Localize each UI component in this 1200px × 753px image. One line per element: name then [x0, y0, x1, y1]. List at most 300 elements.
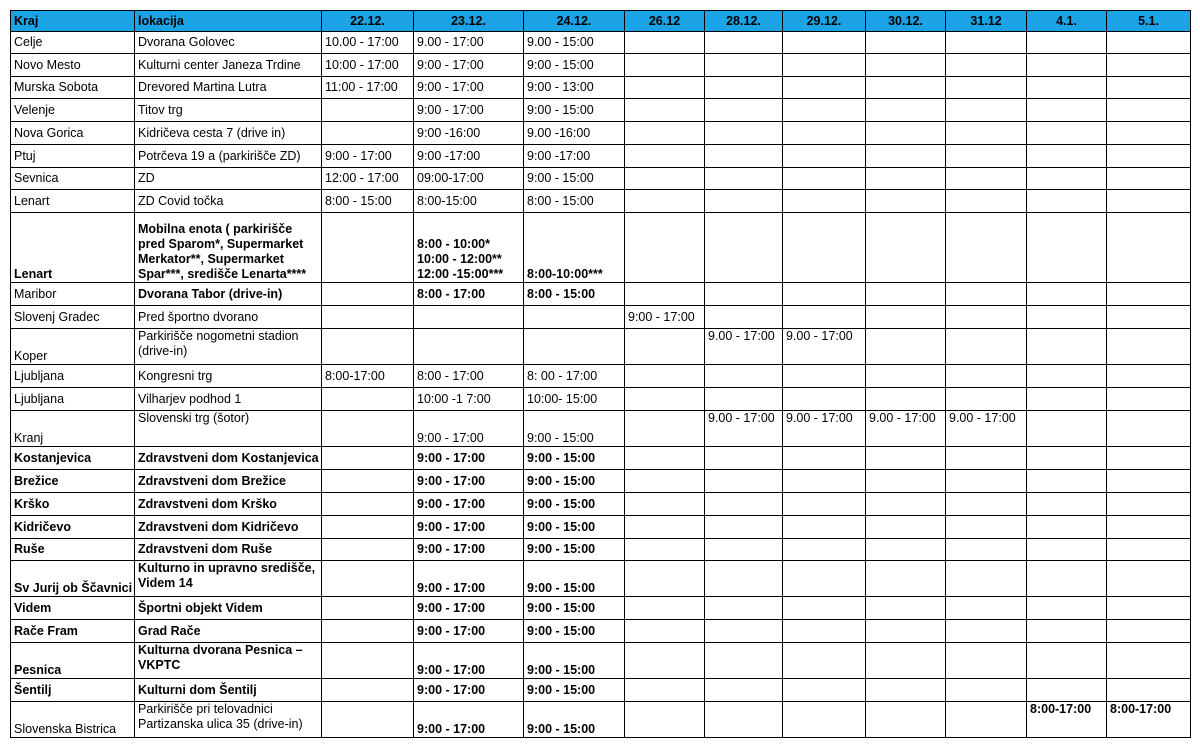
- cell-time: 8:00 - 10:00* 10:00 - 12:00** 12:00 -15:00***: [414, 213, 524, 283]
- cell-lokacija: Mobilna enota ( parkirišče pred Sparom*, Supermarket Merkator**, Supermarket Spar***, središče Lenarta****: [135, 213, 322, 283]
- cell-time: [322, 122, 414, 145]
- cell-time: 9:00 - 17:00: [414, 99, 524, 122]
- cell-time: [783, 388, 866, 411]
- cell-lokacija: ZD Covid točka: [135, 190, 322, 213]
- cell-time: [1107, 470, 1191, 493]
- cell-time: [322, 99, 414, 122]
- cell-time: [414, 329, 524, 365]
- table-row: [11, 493, 1191, 516]
- cell-time: [1107, 365, 1191, 388]
- cell-time: [1107, 213, 1191, 283]
- table-row: [11, 470, 1191, 493]
- cell-lokacija: Zdravstveni dom Ruše: [135, 539, 322, 561]
- cell-lokacija: Parkirišče pri telovadnici Partizanska ulica 35 (drive-in): [135, 702, 322, 738]
- cell-time: [1027, 190, 1107, 213]
- cell-time: [783, 283, 866, 306]
- column-header: 29.12.: [783, 11, 866, 32]
- table-row: [11, 329, 1191, 365]
- cell-time: [783, 145, 866, 168]
- cell-time: [322, 388, 414, 411]
- cell-kraj: Velenje: [11, 99, 135, 122]
- table-row: [11, 411, 1191, 447]
- testing-schedule-table: [10, 10, 1191, 738]
- cell-time: 8:00 - 15:00: [322, 190, 414, 213]
- cell-time: [946, 447, 1027, 470]
- cell-time: 9:00 -16:00: [414, 122, 524, 145]
- cell-time: [946, 679, 1027, 702]
- cell-kraj: Kranj: [11, 411, 135, 447]
- cell-time: 8:00 - 17:00: [414, 365, 524, 388]
- cell-time: [783, 561, 866, 597]
- table-row: [11, 388, 1191, 411]
- column-header: Kraj: [11, 11, 135, 32]
- table-row: [11, 306, 1191, 329]
- cell-time: 9:00 - 17:00: [414, 620, 524, 643]
- cell-time: [783, 702, 866, 738]
- cell-time: [322, 493, 414, 516]
- cell-time: [705, 283, 783, 306]
- cell-time: [705, 447, 783, 470]
- cell-time: [866, 620, 946, 643]
- cell-time: [322, 470, 414, 493]
- table-row: [11, 679, 1191, 702]
- cell-time: [1027, 99, 1107, 122]
- cell-time: 9:00 - 17:00: [322, 145, 414, 168]
- cell-time: [866, 702, 946, 738]
- cell-time: 9:00 - 15:00: [524, 411, 625, 447]
- cell-time: [625, 329, 705, 365]
- cell-time: [705, 365, 783, 388]
- cell-time: [705, 539, 783, 561]
- cell-time: 8:00-17:00: [1027, 702, 1107, 738]
- cell-time: [1107, 77, 1191, 99]
- cell-time: [866, 643, 946, 679]
- cell-kraj: Krško: [11, 493, 135, 516]
- cell-time: 10:00 - 17:00: [322, 54, 414, 77]
- cell-time: [946, 283, 1027, 306]
- cell-kraj: Ruše: [11, 539, 135, 561]
- cell-time: [946, 99, 1027, 122]
- cell-kraj: Slovenj Gradec: [11, 306, 135, 329]
- cell-time: [705, 306, 783, 329]
- cell-time: [625, 99, 705, 122]
- cell-time: 9:00 - 13:00: [524, 77, 625, 99]
- cell-time: [866, 516, 946, 539]
- column-header: 24.12.: [524, 11, 625, 32]
- cell-time: [322, 329, 414, 365]
- cell-kraj: Sevnica: [11, 168, 135, 190]
- cell-time: 9:00 - 17:00: [414, 702, 524, 738]
- cell-time: [946, 388, 1027, 411]
- cell-time: 9:00 - 15:00: [524, 539, 625, 561]
- cell-time: [866, 329, 946, 365]
- cell-time: 10:00- 15:00: [524, 388, 625, 411]
- table-body: [11, 32, 1191, 738]
- cell-time: [705, 561, 783, 597]
- cell-time: 9:00 - 15:00: [524, 168, 625, 190]
- cell-time: [946, 168, 1027, 190]
- cell-time: 9:00 - 17:00: [414, 597, 524, 620]
- cell-time: [946, 597, 1027, 620]
- cell-time: [946, 122, 1027, 145]
- cell-time: [1107, 145, 1191, 168]
- cell-time: [946, 470, 1027, 493]
- cell-time: [524, 329, 625, 365]
- cell-time: [625, 388, 705, 411]
- cell-kraj: Šentilj: [11, 679, 135, 702]
- cell-time: [705, 643, 783, 679]
- cell-time: [783, 493, 866, 516]
- cell-time: [625, 168, 705, 190]
- cell-time: [946, 213, 1027, 283]
- cell-lokacija: Zdravstveni dom Krško: [135, 493, 322, 516]
- table-row: [11, 539, 1191, 561]
- cell-time: [946, 306, 1027, 329]
- cell-time: [1107, 32, 1191, 54]
- cell-lokacija: Kulturna dvorana Pesnica – VKPTC: [135, 643, 322, 679]
- cell-time: [946, 32, 1027, 54]
- cell-time: [1027, 561, 1107, 597]
- cell-time: [1107, 168, 1191, 190]
- cell-time: [1107, 679, 1191, 702]
- cell-time: 8:00-17:00: [1107, 702, 1191, 738]
- cell-time: [866, 99, 946, 122]
- cell-time: [322, 597, 414, 620]
- cell-time: [866, 679, 946, 702]
- cell-time: [625, 493, 705, 516]
- cell-time: [705, 516, 783, 539]
- cell-time: 9:00 - 15:00: [524, 643, 625, 679]
- cell-time: [1027, 447, 1107, 470]
- cell-time: [1107, 190, 1191, 213]
- cell-time: [866, 190, 946, 213]
- table-row: [11, 365, 1191, 388]
- cell-time: [783, 516, 866, 539]
- cell-lokacija: Drevored Martina Lutra: [135, 77, 322, 99]
- cell-time: 9:00 - 15:00: [524, 516, 625, 539]
- cell-time: [625, 411, 705, 447]
- cell-time: 8:00-10:00***: [524, 213, 625, 283]
- cell-time: [1027, 32, 1107, 54]
- cell-time: 9.00 - 17:00: [705, 329, 783, 365]
- cell-kraj: Ptuj: [11, 145, 135, 168]
- cell-lokacija: Kulturni dom Šentilj: [135, 679, 322, 702]
- cell-kraj: Kidričevo: [11, 516, 135, 539]
- cell-kraj: Celje: [11, 32, 135, 54]
- cell-time: [705, 77, 783, 99]
- cell-time: [866, 365, 946, 388]
- cell-time: 9:00 - 17:00: [414, 643, 524, 679]
- cell-time: 10:00 -1 7:00: [414, 388, 524, 411]
- cell-time: [946, 702, 1027, 738]
- cell-kraj: Sv Jurij ob Ščavnici: [11, 561, 135, 597]
- cell-time: [1107, 620, 1191, 643]
- cell-time: [705, 620, 783, 643]
- cell-time: [1027, 597, 1107, 620]
- cell-time: [1027, 516, 1107, 539]
- cell-lokacija: Dvorana Golovec: [135, 32, 322, 54]
- cell-time: [866, 306, 946, 329]
- table-row: [11, 54, 1191, 77]
- cell-time: 8: 00 - 17:00: [524, 365, 625, 388]
- cell-time: 9:00 - 17:00: [414, 539, 524, 561]
- cell-time: [1027, 493, 1107, 516]
- column-header: 22.12.: [322, 11, 414, 32]
- cell-time: [625, 54, 705, 77]
- cell-time: 8:00-17:00: [322, 365, 414, 388]
- table-row: [11, 145, 1191, 168]
- cell-time: [783, 447, 866, 470]
- cell-time: [1107, 306, 1191, 329]
- cell-time: [1107, 54, 1191, 77]
- cell-kraj: Murska Sobota: [11, 77, 135, 99]
- cell-time: [625, 597, 705, 620]
- cell-time: [866, 77, 946, 99]
- cell-lokacija: Športni objekt Videm: [135, 597, 322, 620]
- cell-time: [1027, 168, 1107, 190]
- cell-time: 9.00 -16:00: [524, 122, 625, 145]
- cell-time: 9:00 - 15:00: [524, 702, 625, 738]
- cell-kraj: Ljubljana: [11, 388, 135, 411]
- cell-time: [322, 679, 414, 702]
- cell-time: [705, 145, 783, 168]
- cell-time: [783, 539, 866, 561]
- table-row: [11, 447, 1191, 470]
- cell-time: [1107, 447, 1191, 470]
- cell-lokacija: Kongresni trg: [135, 365, 322, 388]
- table-row: [11, 213, 1191, 283]
- table-row: [11, 168, 1191, 190]
- cell-time: [1027, 213, 1107, 283]
- cell-time: [625, 365, 705, 388]
- table-row: [11, 32, 1191, 54]
- cell-time: [1027, 470, 1107, 493]
- cell-time: 10.00 - 17:00: [322, 32, 414, 54]
- cell-time: [1107, 99, 1191, 122]
- cell-time: 9:00 - 17:00: [414, 470, 524, 493]
- cell-time: [946, 493, 1027, 516]
- cell-time: [866, 122, 946, 145]
- cell-time: [1107, 122, 1191, 145]
- cell-time: 09:00-17:00: [414, 168, 524, 190]
- cell-time: 9:00 - 15:00: [524, 597, 625, 620]
- cell-time: 9:00 - 15:00: [524, 447, 625, 470]
- table-row: [11, 643, 1191, 679]
- cell-lokacija: Grad Rače: [135, 620, 322, 643]
- cell-time: [1027, 365, 1107, 388]
- cell-time: 9:00 - 17:00: [414, 447, 524, 470]
- cell-time: [625, 122, 705, 145]
- cell-time: [625, 702, 705, 738]
- cell-time: 9:00 - 15:00: [524, 561, 625, 597]
- cell-time: [866, 32, 946, 54]
- cell-time: [1107, 516, 1191, 539]
- cell-kraj: Brežice: [11, 470, 135, 493]
- cell-kraj: Rače Fram: [11, 620, 135, 643]
- cell-time: [783, 168, 866, 190]
- cell-time: [946, 620, 1027, 643]
- cell-time: [783, 99, 866, 122]
- cell-time: 9:00 - 17:00: [414, 54, 524, 77]
- cell-kraj: Nova Gorica: [11, 122, 135, 145]
- cell-time: 9.00 - 17:00: [783, 411, 866, 447]
- cell-time: [1027, 54, 1107, 77]
- cell-time: [946, 643, 1027, 679]
- cell-time: [625, 516, 705, 539]
- cell-time: [1107, 411, 1191, 447]
- column-header: 28.12.: [705, 11, 783, 32]
- cell-lokacija: Slovenski trg (šotor): [135, 411, 322, 447]
- cell-time: [625, 32, 705, 54]
- cell-time: [866, 388, 946, 411]
- cell-time: 9:00 -17:00: [414, 145, 524, 168]
- cell-lokacija: Kulturno in upravno središče, Videm 14: [135, 561, 322, 597]
- table-row: [11, 561, 1191, 597]
- cell-time: [783, 679, 866, 702]
- cell-kraj: Videm: [11, 597, 135, 620]
- cell-time: [1027, 329, 1107, 365]
- cell-time: [625, 77, 705, 99]
- cell-time: 9:00 - 15:00: [524, 54, 625, 77]
- cell-time: [783, 643, 866, 679]
- cell-time: [1027, 643, 1107, 679]
- cell-lokacija: Vilharjev podhod 1: [135, 388, 322, 411]
- table-row: [11, 190, 1191, 213]
- cell-time: [946, 365, 1027, 388]
- table-row: [11, 77, 1191, 99]
- cell-time: [1107, 597, 1191, 620]
- cell-time: [946, 329, 1027, 365]
- column-header: 4.1.: [1027, 11, 1107, 32]
- cell-time: [866, 597, 946, 620]
- cell-time: [625, 470, 705, 493]
- cell-time: [322, 643, 414, 679]
- cell-lokacija: Zdravstveni dom Kidričevo: [135, 516, 322, 539]
- column-header: 5.1.: [1107, 11, 1191, 32]
- cell-time: [322, 561, 414, 597]
- column-header: 30.12.: [866, 11, 946, 32]
- cell-time: [1107, 329, 1191, 365]
- column-header: 31.12: [946, 11, 1027, 32]
- cell-kraj: Koper: [11, 329, 135, 365]
- cell-lokacija: Dvorana Tabor (drive-in): [135, 283, 322, 306]
- header-row: [11, 11, 1191, 32]
- table-row: [11, 283, 1191, 306]
- cell-time: [625, 620, 705, 643]
- cell-time: [625, 190, 705, 213]
- cell-time: [322, 702, 414, 738]
- cell-kraj: Kostanjevica: [11, 447, 135, 470]
- column-header: 26.12: [625, 11, 705, 32]
- cell-time: 8:00-15:00: [414, 190, 524, 213]
- cell-time: [705, 190, 783, 213]
- cell-time: [866, 213, 946, 283]
- cell-time: [783, 620, 866, 643]
- cell-time: [705, 54, 783, 77]
- cell-time: [1107, 283, 1191, 306]
- cell-time: [625, 213, 705, 283]
- cell-time: [1027, 388, 1107, 411]
- cell-time: [783, 122, 866, 145]
- cell-time: [705, 213, 783, 283]
- cell-time: 9:00 - 15:00: [524, 493, 625, 516]
- cell-time: [322, 411, 414, 447]
- cell-time: [705, 493, 783, 516]
- cell-time: [1107, 539, 1191, 561]
- cell-time: [705, 168, 783, 190]
- cell-time: [1107, 643, 1191, 679]
- cell-time: 9:00 - 15:00: [524, 620, 625, 643]
- cell-time: [625, 283, 705, 306]
- cell-time: [625, 679, 705, 702]
- cell-kraj: Pesnica: [11, 643, 135, 679]
- cell-time: [1027, 539, 1107, 561]
- cell-time: [625, 643, 705, 679]
- cell-time: [705, 122, 783, 145]
- table-row: [11, 99, 1191, 122]
- cell-time: [1027, 679, 1107, 702]
- cell-time: [783, 190, 866, 213]
- cell-time: [1027, 411, 1107, 447]
- cell-time: [705, 702, 783, 738]
- cell-time: [783, 470, 866, 493]
- cell-lokacija: Pred športno dvorano: [135, 306, 322, 329]
- cell-time: [946, 190, 1027, 213]
- cell-time: [625, 561, 705, 597]
- cell-time: 9:00 - 17:00: [414, 411, 524, 447]
- cell-kraj: Slovenska Bistrica: [11, 702, 135, 738]
- cell-time: [1027, 306, 1107, 329]
- cell-time: [705, 32, 783, 54]
- cell-time: 9:00 - 17:00: [414, 516, 524, 539]
- cell-lokacija: ZD: [135, 168, 322, 190]
- cell-time: [625, 145, 705, 168]
- cell-time: 9:00 - 15:00: [524, 470, 625, 493]
- table-row: [11, 597, 1191, 620]
- cell-time: [783, 54, 866, 77]
- cell-time: [1027, 77, 1107, 99]
- cell-kraj: Novo Mesto: [11, 54, 135, 77]
- cell-time: 9:00 - 15:00: [524, 99, 625, 122]
- cell-time: 9:00 - 17:00: [625, 306, 705, 329]
- cell-kraj: Maribor: [11, 283, 135, 306]
- cell-time: 9:00 - 17:00: [414, 77, 524, 99]
- table-row: [11, 702, 1191, 738]
- cell-time: 8:00 - 17:00: [414, 283, 524, 306]
- cell-time: [1107, 561, 1191, 597]
- cell-kraj: Ljubljana: [11, 365, 135, 388]
- cell-lokacija: Potrčeva 19 a (parkirišče ZD): [135, 145, 322, 168]
- cell-time: 8:00 - 15:00: [524, 283, 625, 306]
- cell-time: 9:00 - 17:00: [414, 679, 524, 702]
- cell-time: [783, 32, 866, 54]
- table-row: [11, 516, 1191, 539]
- cell-time: [322, 516, 414, 539]
- cell-time: [783, 597, 866, 620]
- cell-time: 9:00 - 17:00: [414, 561, 524, 597]
- cell-time: [1107, 493, 1191, 516]
- cell-time: [866, 283, 946, 306]
- cell-time: [705, 597, 783, 620]
- cell-time: [705, 99, 783, 122]
- cell-time: 8:00 - 15:00: [524, 190, 625, 213]
- cell-time: 9.00 - 17:00: [705, 411, 783, 447]
- cell-time: [1027, 620, 1107, 643]
- cell-time: 9.00 - 17:00: [866, 411, 946, 447]
- cell-time: [1027, 283, 1107, 306]
- cell-lokacija: Kidričeva cesta 7 (drive in): [135, 122, 322, 145]
- cell-lokacija: Parkirišče nogometni stadion (drive-in): [135, 329, 322, 365]
